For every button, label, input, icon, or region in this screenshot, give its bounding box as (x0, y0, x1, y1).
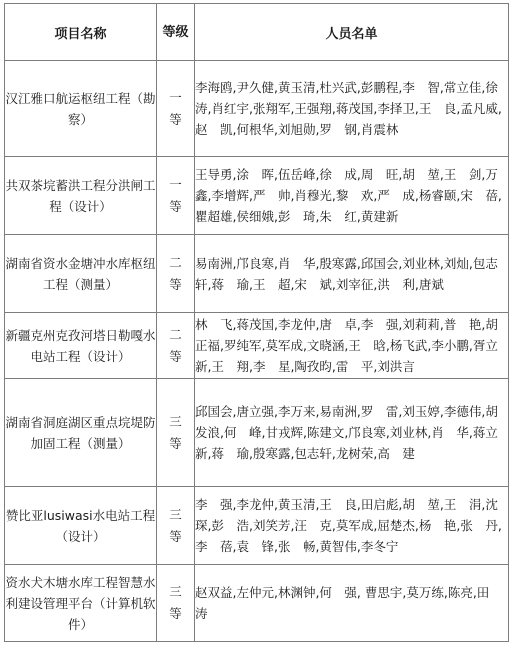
project-name-cell: 湖南省洞庭湖区重点垸堤防加固工程（测量） (5, 379, 157, 487)
grade-cell (157, 487, 195, 565)
table-row (5, 487, 509, 565)
grade-char: 三 (169, 413, 182, 429)
grade-char: 二 (169, 254, 182, 270)
table-row (5, 235, 509, 313)
grade-char: 等 (169, 198, 182, 214)
table-body (5, 61, 509, 642)
grade-char: 等 (169, 528, 182, 544)
table-header (5, 4, 509, 61)
grade-char: 等 (169, 111, 182, 127)
members-cell: 王导勇,涂 晖,伍岳峰,徐 成,周 旺,胡 堃,王 剑,万 鑫,李增辉,严 帅,肖穆光,黎 欢,严 成,杨睿颐,宋 蓓,瞿超雄,侯细娥,彭 琦,朱 红,黄建新 (195, 157, 509, 235)
grade-char: 等 (169, 435, 182, 451)
grade-cell (157, 235, 195, 313)
project-name-cell: 汉江雅口航运枢纽工程（勘察） (5, 61, 157, 157)
members-cell: 邱国会,唐立强,李万来,易南洲,罗 雷,刘玉婷,李德伟,胡发浪,何 峰,甘戎辉,陈建文,邝良寒,刘业林,肖 华,蒋立新,蒋 瑜,殷寒露,包志轩,龙树荣,高 建 (195, 379, 509, 487)
grade-char: 一 (169, 176, 182, 192)
table-row (5, 379, 509, 487)
table-row (5, 565, 509, 642)
table-row (5, 313, 509, 379)
grade-char: 等 (169, 606, 182, 621)
project-name-cell: 资水犬木塘水库工程智慧水利建设管理平台（计算机软件） (5, 565, 157, 642)
grade-cell (157, 157, 195, 235)
header-members: 人员名单 (195, 4, 509, 61)
grade-cell (157, 565, 195, 642)
grade-cell (157, 61, 195, 157)
project-name-cell: 新疆克州克孜河塔日勒嘎水电站工程（设计） (5, 313, 157, 379)
header-grade: 等级 (157, 4, 195, 61)
grade-char: 等 (169, 276, 182, 292)
project-name-cell: 共双茶垸蓄洪工程分洪闸工程（设计） (5, 157, 157, 235)
project-name-cell: 赞比亚lusiwasi水电站工程（设计） (5, 487, 157, 565)
grade-char: 三 (169, 584, 182, 599)
grade-char: 三 (169, 506, 182, 522)
members-cell: 赵双益,左仲元,林渊钟,何 强, 曹思宇,莫万练,陈亮,田 涛 (195, 565, 509, 642)
members-cell: 李 强,李龙仲,黄玉清,王 良,田启彪,胡 堃,王 涓,沈 琛,彭 浩,刘笑芳,汪 克,莫军成,屈楚杰,杨 艳,张 丹,李 蓓,袁 锋,张 畅,黄智伟,李冬宁 (195, 487, 509, 565)
table-row (5, 157, 509, 235)
members-cell: 林 飞,蒋茂国,李龙仲,唐 卓,李 强,刘莉莉,普 艳,胡正福,罗纯军,莫军成,文晓涵,王 晗,杨飞武,李小鹏,胥立新,王 翔,李 星,陶孜昀,雷 平,刘洪言 (195, 313, 509, 379)
grade-cell (157, 313, 195, 379)
grade-char: 一 (169, 89, 182, 105)
table-row (5, 61, 509, 157)
members-cell: 李海鸥,尹久健,黄玉清,杜兴武,彭鹏程,李 智,常立佳,徐 涛,肖红宇,张翔军,王强翔,蒋茂国,李择卫,王 良,孟凡威,赵 凯,何根华,刘旭勋,罗 钢,肖震林 (195, 61, 509, 157)
grade-char: 等 (169, 348, 182, 364)
project-name-cell: 湖南省资水金塘冲水库枢纽工程（测量） (5, 235, 157, 313)
header-project-name: 项目名称 (5, 4, 157, 61)
grade-char: 二 (169, 326, 182, 342)
awards-table (4, 3, 509, 642)
grade-cell (157, 379, 195, 487)
members-cell: 易南洲,邝良寒,肖 华,殷寒露,邱国会,刘业林,刘灿,包志轩,蒋 瑜,王 超,宋 斌,刘宰征,洪 利,唐斌 (195, 235, 509, 313)
